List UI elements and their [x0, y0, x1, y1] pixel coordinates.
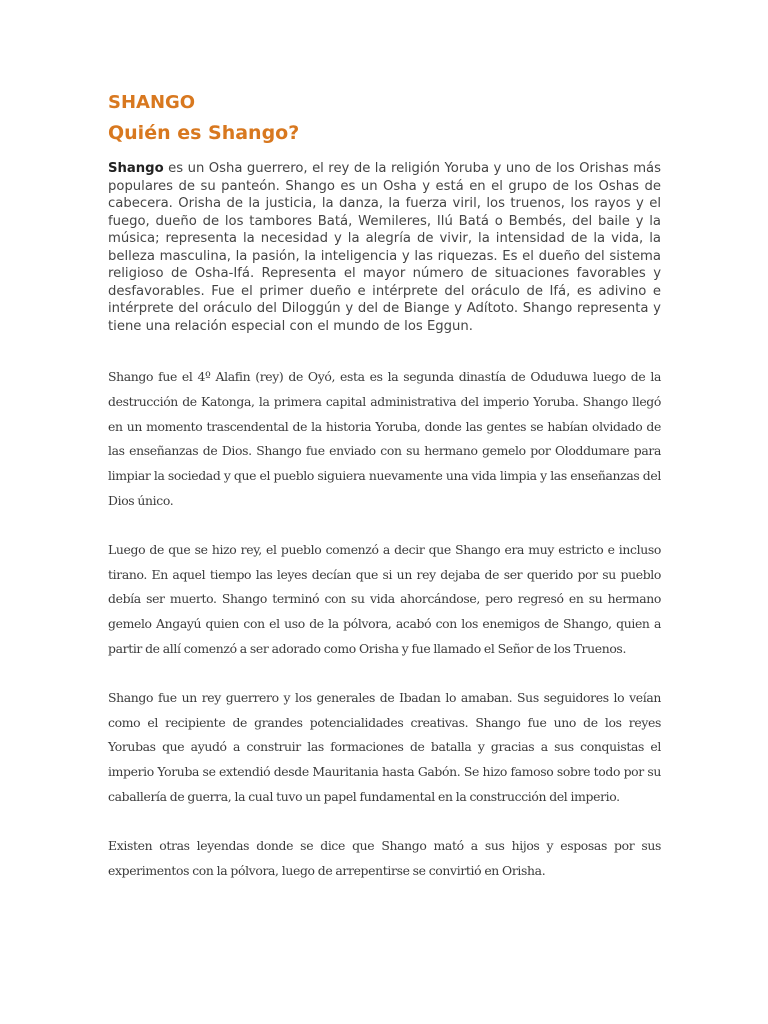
paragraph-legends: Existen otras leyendas donde se dice que Shango mató a sus hijos y esposas por sus experimentos con la pólvora, luego de arrepentirse se convirtió en Orisha. — [108, 837, 661, 878]
document-page — [108, 88, 661, 907]
document-subtitle: Quién es Shango? — [108, 122, 300, 144]
paragraph-reign: Luego de que se hizo rey, el pueblo comenzó a decir que Shango era muy estricto e incluso tirano. En aquel tiempo las leyes decían que si un rey dejaba de ser querido por su pueblo debía ser muerto. Shango terminó con su vida ahorcándose, pero regresó en su hermano gemelo Angayú quien con el uso de la pólvora, acabó con los enemigos de Shango, quien a partir de allí comenzó a ser adorado como Orisha y fue llamado el Señor de los Truenos. — [108, 541, 661, 656]
document-title: SHANGO — [108, 92, 196, 113]
intro-text: es un Osha guerrero, el rey de la religión Yoruba y uno de los Orishas más populares de su panteón. Shango es un Osha y está en el grupo de los Oshas de cabecera. Orisha de la justicia, la danza, la fuerza viril, los truenos, los rayos y el fuego, dueño de los tambores Batá, Wemileres, Ilú Batá o Bembés, del baile y la música; representa la necesidad y la alegría de vivir, la intensidad de la vida, la belleza masculina, la pasión, la inteligencia y las riquezas. Es el dueño del sistema religioso de Osha-Ifá. Representa el mayor número de situaciones favorables y desfavorables. Fue el primer dueño e intérprete del oráculo de Ifá, es adivino e intérprete del oráculo del Diloggún y del de Biange y Adítoto. Shango representa y tiene una relación especial con el mundo de los Eggun. — [108, 161, 661, 334]
intro-bold-lead: Shango — [108, 161, 164, 176]
paragraph-warrior: Shango fue un rey guerrero y los generales de Ibadan lo amaban. Sus seguidores lo veían como el recipiente de grandes potencialidades creativas. Shango fue uno de los reyes Yorubas que ayudó a construir las formaciones de batalla y gracias a sus conquistas el imperio Yoruba se extendió desde Mauritania hasta Gabón. Se hizo famoso sobre todo por su caballería de guerra, la cual tuvo un papel fundamental en la construcción del imperio. — [108, 689, 661, 804]
paragraph-history: Shango fue el 4º Alafin (rey) de Oyó, esta es la segunda dinastía de Oduduwa luego de la destrucción de Katonga, la primera capital administrativa del imperio Yoruba. Shango llegó en un momento trascendental de la historia Yoruba, donde las gentes se habían olvidado de las enseñanzas de Dios. Shango fue enviado con su hermano gemelo por Oloddumare para limpiar la sociedad y que el pueblo siguiera nuevamente una vida limpia y las enseñanzas del Dios único. — [108, 369, 661, 508]
intro-paragraph — [108, 160, 661, 335]
